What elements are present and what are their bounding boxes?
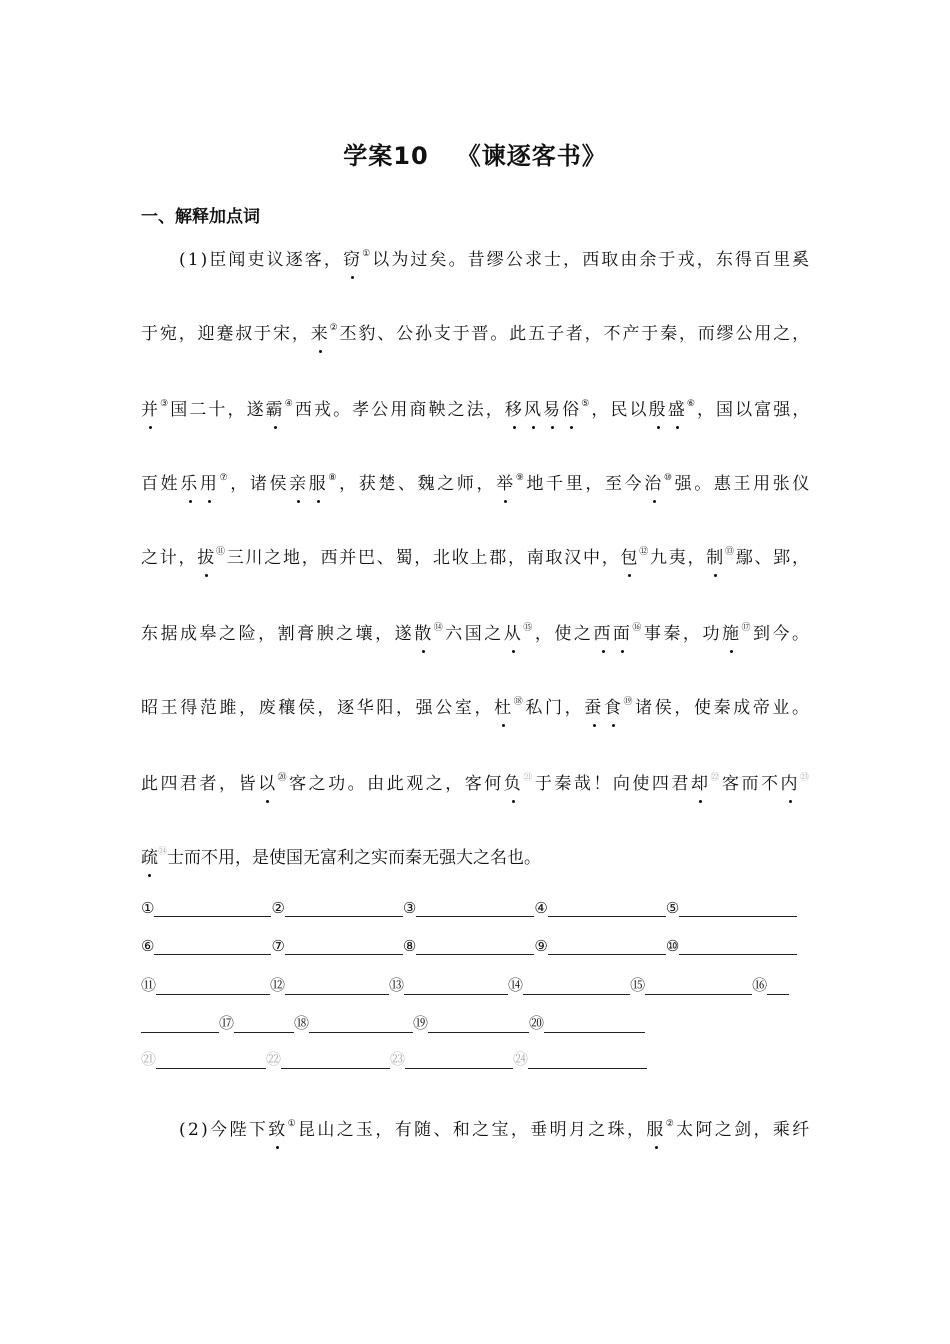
dotted-word: 来: [310, 324, 330, 344]
blank-row: [141, 898, 797, 917]
dotted-word: 负: [503, 774, 524, 794]
dotted-word: 蚕: [584, 698, 604, 718]
blank-number: ⑪: [141, 976, 157, 994]
dotted-word: 以: [258, 774, 278, 794]
passage-line: [141, 546, 811, 570]
blank-row: [141, 936, 797, 955]
text-run: 六国之: [445, 624, 504, 644]
answer-blank[interactable]: [416, 936, 534, 955]
dotted-word: 致: [268, 1120, 288, 1140]
dotted-word: 风: [523, 400, 544, 420]
dotted-word: 拔: [197, 548, 216, 568]
text-run: 私门，: [525, 698, 585, 718]
blank-number: ⑰: [219, 1014, 235, 1032]
passage-line: [141, 846, 541, 870]
dotted-word: 窃: [342, 250, 363, 270]
dotted-word: 内: [780, 774, 801, 794]
answer-blank[interactable]: [156, 1050, 266, 1069]
dotted-word: 杜: [494, 698, 514, 718]
answer-blank[interactable]: [141, 1014, 219, 1033]
text-run: ，国以富强，: [696, 400, 812, 420]
footnote-marker: ⑱: [513, 697, 526, 707]
text-run: ，获楚、魏之师，: [339, 474, 497, 494]
dotted-word: 却: [690, 774, 711, 794]
blank-row: [141, 974, 789, 995]
text-run: 士而不用，是使国无富利之实而秦无强大之名也。: [167, 848, 542, 868]
footnote-marker: ⑨: [515, 473, 527, 483]
footnote-marker: ⑭: [433, 623, 446, 633]
passage-line: [141, 322, 811, 346]
page-title: [0, 136, 950, 171]
blank-number: ⑫: [270, 976, 286, 994]
blank-number: ⑭: [508, 976, 524, 994]
blank-number: ⑦: [271, 937, 285, 955]
title-lesson: 学案10: [343, 142, 429, 170]
text-run: 客之功。由此观之，客何: [289, 774, 504, 794]
dotted-word: 治: [644, 474, 664, 494]
dotted-word: 殷: [648, 400, 668, 420]
text-run: 鄢、郢，: [735, 548, 811, 568]
answer-blank[interactable]: [544, 1014, 645, 1033]
blank-row: [141, 1048, 647, 1069]
footnote-marker: ⑫: [639, 547, 651, 557]
footnote-marker: ⑳: [277, 773, 290, 783]
dotted-word: 服: [646, 1120, 666, 1140]
dotted-word: 制: [706, 548, 726, 568]
dotted-word: 霸: [265, 400, 285, 420]
answer-blank[interactable]: [679, 936, 797, 955]
blank-number: ㉑: [141, 1050, 157, 1068]
dotted-word: 易: [543, 400, 563, 420]
text-run: 昆山之玉，有随、和之宝，垂明月之珠，: [297, 1120, 647, 1140]
answer-blank[interactable]: [528, 1050, 647, 1069]
text-run: 到今。: [753, 624, 812, 644]
text-run: ，民以: [591, 400, 649, 420]
text-run: 三川之地，西并巴、蜀，北收上郡，南取汉中，: [226, 548, 621, 568]
text-run: 客而不: [721, 774, 781, 794]
answer-blank[interactable]: [404, 976, 508, 995]
text-run: 诸侯，使秦成帝业。: [635, 698, 812, 718]
blank-number: ⑲: [413, 1014, 429, 1032]
blank-number: ③: [402, 899, 417, 917]
dotted-word: 食: [603, 698, 624, 718]
answer-blank[interactable]: [523, 976, 630, 995]
blank-number: ⑯: [752, 976, 768, 994]
text-run: 此四君者，皆: [141, 774, 259, 794]
footnote-marker: ①: [362, 249, 373, 259]
footnote-marker: ③: [160, 399, 171, 409]
footnote-marker: ⑯: [632, 623, 644, 633]
dotted-word: 并: [141, 400, 161, 420]
text-run: 事秦，功: [643, 624, 722, 644]
footnote-marker: ⑤: [581, 399, 592, 409]
dotted-word: 亲: [289, 474, 309, 494]
footnote-marker: ㉔: [158, 847, 168, 857]
footnote-marker: ⑲: [623, 697, 636, 707]
text-run: 西戎。孝公用商鞅之法，: [294, 400, 505, 420]
footnote-marker: ⑩: [663, 473, 675, 483]
section-heading: 一、解释加点词: [141, 207, 260, 227]
text-run: (2)今陛下: [179, 1120, 269, 1140]
text-run: 强。惠王用张仪: [674, 474, 813, 494]
text-run: 丕豹、公孙支于晋。此五子者，不产于秦，而缪公用之，: [339, 324, 811, 344]
footnote-marker: ⑮: [523, 623, 535, 633]
passage-line: [141, 622, 812, 646]
blank-number: ⑩: [665, 937, 680, 955]
blank-number: ⑮: [630, 976, 646, 994]
answer-blank[interactable]: [548, 898, 666, 917]
answer-blank[interactable]: [285, 898, 403, 917]
text-run: 国二十，遂: [170, 400, 266, 420]
blank-number: ⑧: [402, 937, 417, 955]
dotted-word: 服: [308, 474, 329, 494]
dotted-word: 施: [721, 624, 742, 644]
answer-blank[interactable]: [309, 1014, 413, 1033]
blank-number: ⑬: [389, 976, 405, 994]
footnote-marker: ②: [329, 323, 340, 333]
answer-blank[interactable]: [285, 936, 403, 955]
blank-number: ㉓: [390, 1050, 406, 1068]
answer-blank[interactable]: [767, 976, 789, 995]
text-run: 东据成皋之险，割膏腴之壤，遂: [141, 624, 415, 644]
answer-blank[interactable]: [428, 1014, 529, 1033]
footnote-marker: ①: [287, 1119, 298, 1129]
passage-line: [141, 398, 811, 422]
passage-line: [179, 1118, 812, 1142]
dotted-word: 面: [612, 624, 633, 644]
footnote-marker: ㉓: [800, 773, 812, 783]
blank-number: ④: [534, 899, 548, 917]
text-run: ，诸侯: [230, 474, 290, 494]
blank-row: [141, 1012, 645, 1033]
text-run: 太阿之剑，乘纤: [676, 1120, 812, 1140]
blank-number: ②: [271, 899, 285, 917]
text-run: 昭王得范雎，废穰侯，逐华阳，强公室，: [141, 698, 495, 718]
blank-number: ①: [141, 899, 155, 917]
footnote-marker: ⑧: [328, 473, 340, 483]
blank-number: ㉒: [266, 1050, 282, 1068]
blank-number: ⑳: [529, 1014, 545, 1032]
text-run: 地千里，至今: [526, 474, 645, 494]
text-run: 于秦哉！向使四君: [534, 774, 691, 794]
answer-blank[interactable]: [645, 976, 752, 995]
dotted-word: 举: [496, 474, 516, 494]
passage-line: [141, 772, 812, 796]
blank-number: ⑤: [665, 899, 680, 917]
passage-line: [141, 472, 812, 496]
text-run: (1)臣闻吏议逐客，: [179, 250, 343, 270]
dotted-word: 移: [504, 400, 524, 420]
footnote-marker: ⑪: [216, 547, 227, 557]
text-run: 之计，: [141, 548, 198, 568]
passage-line: [179, 248, 811, 272]
answer-blank[interactable]: [154, 898, 271, 917]
footnote-marker: ㉑: [523, 773, 535, 783]
answer-blank[interactable]: [679, 898, 797, 917]
dotted-word: 散: [414, 624, 434, 644]
blank-number: ㉔: [513, 1050, 529, 1068]
blank-number: ⑥: [141, 937, 155, 955]
dotted-word: 盛: [667, 400, 687, 420]
dotted-word: 包: [620, 548, 640, 568]
footnote-marker: ⑥: [686, 399, 697, 409]
dotted-word: 西: [593, 624, 613, 644]
footnote-marker: ⑰: [741, 623, 753, 633]
blank-number: ⑨: [534, 937, 548, 955]
footnote-marker: ④: [284, 399, 295, 409]
answer-blank[interactable]: [416, 898, 534, 917]
footnote-marker: ⑬: [725, 547, 736, 557]
footnote-marker: ㉒: [710, 773, 722, 783]
answer-blank[interactable]: [285, 976, 389, 995]
text-run: ，使之: [534, 624, 594, 644]
answer-blank[interactable]: [548, 936, 666, 955]
passage-line: [141, 696, 812, 720]
answer-blank[interactable]: [234, 1014, 294, 1033]
answer-blank[interactable]: [156, 976, 270, 995]
blank-number: ⑱: [294, 1014, 310, 1032]
text-run: 以为过矣。昔缪公求士，西取由余于戎，东得百里奚: [372, 250, 812, 270]
footnote-marker: ②: [665, 1119, 677, 1129]
dotted-word: 疏: [141, 848, 158, 868]
text-run: 于宛，迎蹇叔于宋，: [141, 324, 311, 344]
footnote-marker: ⑦: [219, 473, 231, 483]
dotted-word: 俗: [562, 400, 582, 420]
answer-blank[interactable]: [154, 936, 271, 955]
answer-blank[interactable]: [281, 1050, 390, 1069]
dotted-word: 从: [503, 624, 524, 644]
answer-blank[interactable]: [405, 1050, 513, 1069]
dotted-word: 用: [199, 474, 220, 494]
dotted-word: 乐: [180, 474, 200, 494]
title-text: 《谏逐客书》: [456, 142, 607, 170]
text-run: 百姓: [141, 474, 181, 494]
text-run: 九夷，: [650, 548, 707, 568]
